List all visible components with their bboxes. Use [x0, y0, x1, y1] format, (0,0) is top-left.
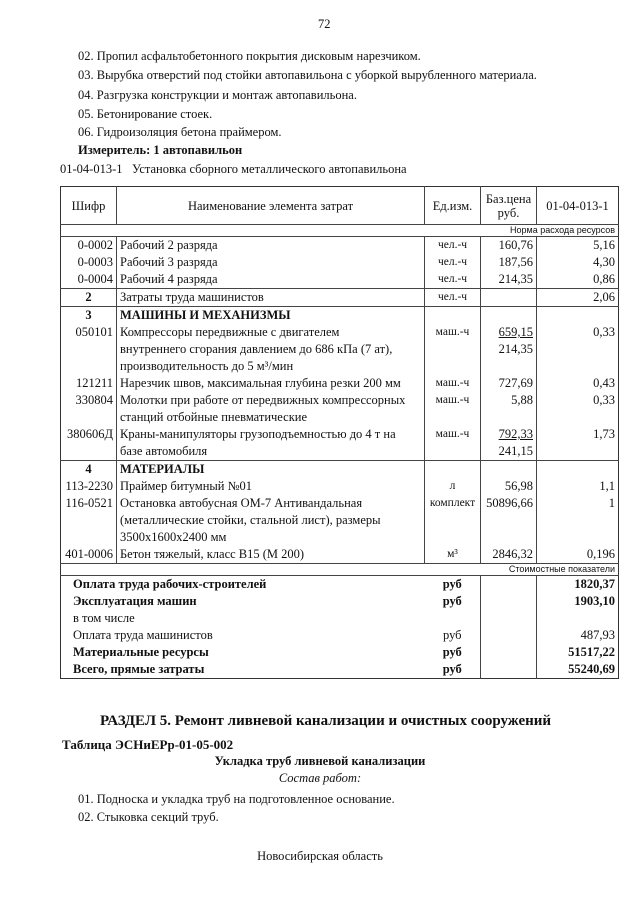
row-name-line: МАТЕРИАЛЫ	[120, 462, 205, 476]
total-label: Оплата труда машинистов	[73, 628, 213, 642]
row-price	[481, 324, 537, 375]
total-value: 1820,37	[537, 576, 619, 594]
row-norm: 1,73	[537, 426, 619, 461]
row-price-value: 214,35	[498, 342, 533, 356]
row-name-line: МАШИНЫ И МЕХАНИЗМЫ	[120, 308, 291, 322]
work-item: 01. Подноска и укладка труб на подготовленное основание.	[78, 792, 395, 806]
total-value: 55240,69	[537, 661, 619, 679]
header-code: Шифр	[61, 187, 117, 225]
row-unit: маш.-ч	[425, 324, 481, 375]
work-item: 02. Пропил асфальтобетонного покрытия дисковым нарезчиком.	[78, 49, 421, 63]
table-row	[61, 324, 619, 375]
total-label: Оплата труда рабочих-строителей	[61, 576, 425, 594]
row-name-line: Праймер битумный №01	[120, 479, 253, 493]
row-name	[117, 426, 425, 461]
row-name	[117, 307, 425, 325]
meter: Измеритель: 1 автопавильон	[78, 143, 243, 157]
total-empty	[481, 593, 537, 610]
total-unit	[425, 610, 481, 627]
total-row	[61, 576, 619, 594]
row-norm: 4,30	[537, 254, 619, 271]
row-code: 0-0003	[77, 255, 113, 269]
total-unit: руб	[442, 645, 462, 659]
total-empty	[481, 644, 537, 661]
row-name	[117, 478, 425, 495]
row-price-value: 241,15	[498, 444, 533, 458]
row-norm	[537, 461, 619, 479]
row-norm: 1,1	[537, 478, 619, 495]
table-row	[61, 375, 619, 392]
footer: Новосибирская область	[257, 849, 383, 863]
row-price-value: 50896,66	[486, 496, 533, 510]
row-name	[117, 324, 425, 375]
table-row	[61, 271, 619, 289]
row-price	[481, 478, 537, 495]
row-price-value: 792,33	[498, 427, 533, 441]
table-row	[61, 392, 619, 426]
row-unit: л	[425, 478, 481, 495]
row-code: 0-0002	[61, 237, 117, 255]
row-name-line: производительность до 5 м³/мин	[120, 359, 294, 373]
total-label: в том числе	[73, 611, 135, 625]
norm-label: Норма расхода ресурсов	[510, 225, 615, 235]
row-price-value: 5,88	[511, 393, 533, 407]
row-norm: 0,86	[537, 271, 619, 289]
composition-label: Состав работ:	[278, 771, 362, 785]
table-row	[61, 461, 619, 479]
row-price	[481, 392, 537, 426]
row-unit: чел.-ч	[425, 254, 481, 271]
norm-code: 01-04-013-1	[60, 162, 123, 176]
row-name-line: Краны-манипуляторы грузоподъемностью до 4 т на	[120, 427, 396, 441]
row-norm	[537, 307, 619, 325]
row-name-line: Рабочий 4 разряда	[120, 272, 218, 286]
resource-table	[60, 186, 619, 679]
header-unit: Ед.изм.	[425, 187, 481, 225]
row-unit: маш.-ч	[425, 426, 481, 461]
row-unit: маш.-ч	[425, 375, 481, 392]
total-value	[537, 610, 619, 627]
header-name: Наименование элемента затрат	[117, 187, 425, 225]
row-norm: 0,33	[537, 392, 619, 426]
row-name	[117, 546, 425, 564]
total-row	[61, 593, 619, 610]
work-item: 03. Вырубка отверстий под стойки автопавильона с уборкой вырубленного материала.	[78, 68, 537, 82]
row-norm: 1	[537, 495, 619, 546]
total-label: Материальные ресурсы	[73, 645, 209, 659]
row-name-line: 3500х1600х2400 мм	[120, 530, 227, 544]
row-name	[117, 271, 425, 289]
row-price-value: 56,98	[504, 479, 533, 493]
row-price-value: 214,35	[498, 272, 533, 286]
row-norm: 5,16	[537, 237, 619, 255]
row-unit: чел.-ч	[425, 271, 481, 289]
table-row	[61, 237, 619, 255]
row-norm: 0,196	[537, 546, 619, 564]
row-name	[117, 392, 425, 426]
row-price	[481, 254, 537, 271]
row-price	[481, 546, 537, 564]
row-code: 330804	[75, 393, 113, 407]
table-row	[61, 478, 619, 495]
total-empty	[481, 610, 537, 627]
row-norm: 2,06	[537, 289, 619, 307]
row-name-line: станций отбойные пневматические	[120, 410, 308, 424]
row-code: 4	[61, 461, 117, 479]
row-name-line: Бетон тяжелый, класс В15 (М 200)	[120, 547, 305, 561]
row-name	[117, 461, 425, 479]
total-value: 487,93	[537, 627, 619, 644]
total-unit: руб	[442, 594, 462, 608]
row-name-line: Молотки при работе от передвижных компрессорных	[120, 393, 406, 407]
row-price	[481, 237, 537, 255]
row-norm: 0,43	[537, 375, 619, 392]
row-name-line: Компрессоры передвижные с двигателем	[120, 325, 340, 339]
work-item: 05. Бетонирование стоек.	[78, 107, 213, 121]
row-code: 116-0521	[65, 496, 113, 510]
section-title: РАЗДЕЛ 5. Ремонт ливневой канализации и очистных сооружений	[100, 713, 552, 729]
row-name-line: внутреннего сгорания давлением до 686 кПа (7 ат),	[120, 342, 393, 356]
table-row	[61, 307, 619, 325]
total-label: Всего, прямые затраты	[73, 662, 205, 676]
subtitle: Укладка труб ливневой канализации	[214, 754, 426, 768]
row-unit: комплект	[425, 495, 481, 546]
row-norm: 0,33	[537, 324, 619, 375]
total-unit: руб	[442, 628, 462, 642]
row-name-line: Остановка автобусная ОМ-7 Антивандальная	[120, 496, 363, 510]
total-empty	[481, 576, 537, 594]
row-price-value: 727,69	[498, 376, 533, 390]
total-row	[61, 627, 619, 644]
norm-title: Установка сборного металлического автопавильона	[132, 162, 407, 176]
work-item: 04. Разгрузка конструкции и монтаж автопавильона.	[78, 88, 357, 102]
row-price-value: 659,15	[498, 325, 533, 339]
row-code: 380606Д	[66, 427, 113, 441]
total-value: 51517,22	[537, 644, 619, 661]
row-name-line: базе автомобиля	[120, 444, 208, 458]
row-name	[117, 289, 425, 307]
row-code: 113-2230	[65, 479, 113, 493]
row-price	[481, 307, 537, 325]
row-code: 050101	[75, 325, 113, 339]
header-price: Баз.цена руб.	[481, 187, 537, 225]
page-number: 72	[318, 17, 331, 31]
row-name-line: Рабочий 3 разряда	[120, 255, 218, 269]
row-price	[481, 426, 537, 461]
row-unit	[425, 307, 481, 325]
row-price-value: 160,76	[498, 238, 533, 252]
total-row	[61, 644, 619, 661]
row-code: 121211	[75, 376, 113, 390]
work-item: 02. Стыковка секций труб.	[78, 810, 219, 824]
table-row	[61, 254, 619, 271]
row-name	[117, 237, 425, 255]
table-header	[61, 187, 619, 225]
total-unit: руб	[442, 662, 462, 676]
table-row	[61, 495, 619, 546]
work-item: 06. Гидроизоляция бетона праймером.	[78, 125, 282, 139]
row-name-line: Рабочий 2 разряда	[120, 238, 218, 252]
row-name	[117, 375, 425, 392]
row-code: 0-0004	[77, 272, 113, 286]
table-title: Таблица ЭСНиЕРр-01-05-002	[62, 737, 234, 752]
row-code: 3	[61, 307, 117, 325]
row-unit: маш.-ч	[425, 392, 481, 426]
row-unit	[425, 461, 481, 479]
row-unit: м³	[425, 546, 481, 564]
total-row	[61, 610, 619, 627]
row-unit: чел.-ч	[425, 237, 481, 255]
row-price	[481, 375, 537, 392]
row-name-line: (металлические стойки, стальной лист), размеры	[120, 513, 381, 527]
row-name	[117, 254, 425, 271]
row-name	[117, 495, 425, 546]
row-price-value: 2846,32	[492, 547, 533, 561]
row-price-value: 187,56	[498, 255, 533, 269]
header-norm-code: 01-04-013-1	[537, 187, 619, 225]
total-row	[61, 661, 619, 679]
row-unit: чел.-ч	[425, 289, 481, 307]
total-empty	[481, 661, 537, 679]
row-code: 401-0006	[65, 547, 113, 561]
row-name-line: Затраты труда машинистов	[120, 290, 264, 304]
table-row	[61, 426, 619, 461]
row-code: 2	[61, 289, 117, 307]
total-value: 1903,10	[537, 593, 619, 610]
row-price	[481, 461, 537, 479]
row-price	[481, 495, 537, 546]
total-unit: руб	[425, 576, 481, 594]
total-label: Эксплуатация машин	[73, 594, 197, 608]
row-name-line: Нарезчик швов, максимальная глубина резки 200 мм	[120, 376, 401, 390]
total-empty	[481, 627, 537, 644]
row-price	[481, 289, 537, 307]
table-row	[61, 289, 619, 307]
row-price	[481, 271, 537, 289]
table-row	[61, 546, 619, 564]
cost-label: Стоимостные показатели	[61, 564, 619, 576]
